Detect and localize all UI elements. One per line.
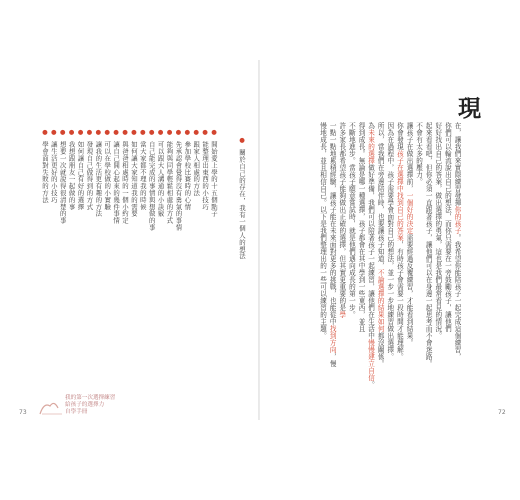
highlighted-phrase: 不論選擇的結果如何: [376, 269, 385, 332]
body-text: 不斷地進步。當孩子願意嘗試時，就是他們邁向成長的第一步。: [347, 122, 356, 318]
list-item-text: 參加學校比賽時的心情: [183, 138, 192, 211]
highlighted-phrase: 學: [337, 311, 346, 318]
running-head: [65, 395, 115, 416]
body-text: 得到成長。無論是哪一種選擇，孩子都會在其中學到一些東西，並且: [357, 122, 365, 332]
bullet-icon: ●: [40, 128, 49, 137]
highlighted-phrase: 找到方向: [328, 325, 337, 353]
body-paragraph-line: [318, 122, 327, 402]
body-text: 需要經過反覆練習，才能看到結果。: [405, 234, 413, 346]
bullet-icon: ●: [103, 128, 112, 137]
body-text: 在，讓我們來實際練習發揮: [453, 122, 461, 206]
topic-list-item: [201, 128, 210, 210]
bullet-icon: ●: [138, 128, 147, 137]
bullet-icon: ●: [112, 128, 121, 137]
body-paragraph-line: [452, 122, 461, 402]
topic-list-item: [94, 128, 103, 217]
body-text: ，有時孩子會需要一段時間才能理解。: [395, 241, 404, 360]
list-item-text: 我想跟朋友一起做的事: [67, 138, 76, 211]
list-item-text: 能夠與同學輕鬆相處的方式: [165, 138, 174, 224]
list-item-text: 學會面對失敗的方法: [40, 138, 49, 204]
body-text: 都沒關係。: [376, 332, 385, 367]
list-item-text: 可以跟大人溝通的小訣竅: [156, 138, 165, 217]
list-item-text: 讓我的生活更有趣的方法: [94, 138, 103, 217]
topic-list-item: [50, 128, 59, 203]
list-item-text: 讓生活更好的小技巧: [49, 138, 58, 204]
list-item-text: 發現自己做得到的方式: [85, 138, 94, 211]
bullet-icon: ●: [76, 128, 85, 137]
body-paragraph-line: [433, 122, 442, 402]
highlighted-phrase: 你的孩子: [453, 206, 461, 234]
bullet-icon: ●: [49, 128, 58, 137]
highlighted-phrase: 未來的選擇: [366, 129, 375, 164]
topic-list-item: [68, 128, 77, 210]
list-item-text: 自己能完成的事情與想做的事: [147, 138, 156, 231]
list-item-text: 當大家都不理我的時候: [138, 138, 147, 211]
left-page-number: 73: [19, 409, 27, 416]
bullet-icon: ●: [121, 128, 129, 137]
body-paragraph-line: [375, 122, 384, 402]
topic-list-item: [210, 128, 219, 217]
topic-list-item: [166, 128, 175, 224]
topic-list-item: [130, 128, 139, 217]
topic-list-item: [148, 128, 157, 231]
bullet-icon: ●: [147, 128, 156, 137]
bullet-icon: ●: [201, 128, 210, 137]
bullet-icon: ●: [58, 128, 67, 137]
highlighted-phrase: 一個好的決定: [405, 192, 413, 234]
bullet-icon: ●: [210, 128, 218, 137]
topic-list-item: [77, 128, 86, 210]
bullet-icon: ●: [174, 128, 183, 137]
list-item-text: 關於自己的存在，我有一個人的想法: [238, 146, 246, 260]
bullet-icon: ●: [94, 128, 103, 137]
list-item-text: 想要一次就說得很清楚的事: [58, 138, 67, 224]
body-paragraph-line: [356, 122, 365, 402]
list-item-text: 跟家人相處的方法: [192, 138, 201, 197]
running-head-line-3: 自學手冊: [65, 409, 88, 415]
list-item-text: 與爸爸相處時的一個小約定: [121, 138, 129, 224]
title-character: 現: [458, 95, 481, 122]
body-text: 你們可以輪流說出自己的想法，而你只需要在一旁鼓勵孩子，讓他們: [443, 122, 452, 332]
topic-list-item: [103, 128, 112, 210]
body-text: 。: [366, 381, 375, 388]
bullet-icon: ●: [67, 128, 76, 137]
highlighted-phrase: 慢慢建立自信: [366, 339, 375, 381]
body-text: 為: [366, 122, 375, 129]
running-head-line-2: 給孩子的選擇力: [65, 402, 105, 408]
topic-list-item: [85, 128, 94, 210]
list-item-text: 可以在學校做的小實驗: [103, 138, 112, 211]
topic-list-item: [183, 128, 192, 210]
body-text: 做好準備，我們可以陪著孩子一起練習，讓他們在生活中: [366, 164, 375, 339]
bullet-icon: ●: [183, 128, 192, 137]
page-gutter: [258, 60, 260, 420]
body-paragraph-line: [404, 122, 413, 402]
topic-list-item: [41, 128, 50, 203]
body-paragraph-line: [366, 122, 375, 402]
list-item-text: 讓自己開心起來的幾件事情: [112, 138, 121, 224]
topic-list-item: [192, 128, 201, 196]
body-text: 讓孩子在做出選擇前，: [405, 122, 413, 192]
list-item-text: 如何讓自己有好的選擇: [76, 138, 85, 211]
bullet-icon: ●: [192, 128, 201, 137]
body-text: ，慢: [328, 353, 337, 367]
bullet-icon: ●: [85, 128, 94, 137]
body-text: 。我希望你能陪孩子一起完成這個練習，: [453, 234, 461, 360]
body-text: 不會有太多的壓力。: [414, 122, 423, 185]
body-text: 起來看看吧，但你必須一直跟著孩子，讓他們可以在身邊一起思考而不會迷路。: [424, 122, 433, 367]
topic-list-item: [59, 128, 68, 224]
list-item-text: 能整理出東西的小技巧: [201, 138, 210, 211]
topic-list-item: [139, 128, 148, 210]
body-paragraph-line: [337, 122, 346, 402]
body-text: 好好找出自己的答案，做出選擇的勇氣，這也是我們最常看見的情況。: [433, 122, 442, 339]
topic-list-item: [112, 128, 121, 224]
bullet-icon: ●: [238, 136, 246, 145]
body-text: 因為在過程中，孩子需要學會面對自己的想法，並一步一步地練習做出選擇。: [385, 122, 394, 360]
body-paragraph-line: [346, 122, 355, 402]
body-paragraph-line: [394, 122, 403, 402]
body-text: 你會發現: [395, 122, 404, 150]
bullet-icon: ●: [165, 128, 174, 137]
right-page-number: 72: [498, 409, 506, 416]
body-text: 所以，當我們在旁邊陪伴時，也要讓孩子知道，: [376, 122, 385, 269]
body-paragraph-line: [327, 122, 336, 402]
body-paragraph-line: [414, 122, 423, 402]
body-text: 許多家長都希望孩子能夠做出正確的選擇，但其實更重要的是: [337, 122, 346, 311]
list-item-text: 開始愛上學的十五個點子: [210, 138, 218, 217]
highlighted-phrase: 孩子在選擇中找到自己的答案: [395, 150, 404, 241]
bullet-icon: ●: [129, 128, 138, 137]
topic-list-item: [121, 128, 130, 224]
body-text: 慢地成長，並且相信自己。以下是我們整理出的一些可以練習的主題。: [318, 122, 327, 339]
closing-line: [238, 136, 247, 259]
bullet-icon: ●: [156, 128, 165, 137]
list-item-text: 先承認會覺得沒有勇氣的事情: [174, 138, 183, 231]
running-head-line-1: 我的第一次選擇練習: [65, 395, 116, 401]
list-item-text: 如何讓大家知道我的需要: [129, 138, 138, 217]
topic-list-item: [174, 128, 183, 231]
body-paragraph-line: [385, 122, 394, 402]
topic-list-item: [157, 128, 166, 217]
body-text: 一點一點地累積經驗，讓孩子能在未來面對更多的挑戰，也能從中: [328, 122, 337, 325]
body-paragraph-line: [442, 122, 451, 402]
body-paragraph-line: [423, 122, 432, 402]
